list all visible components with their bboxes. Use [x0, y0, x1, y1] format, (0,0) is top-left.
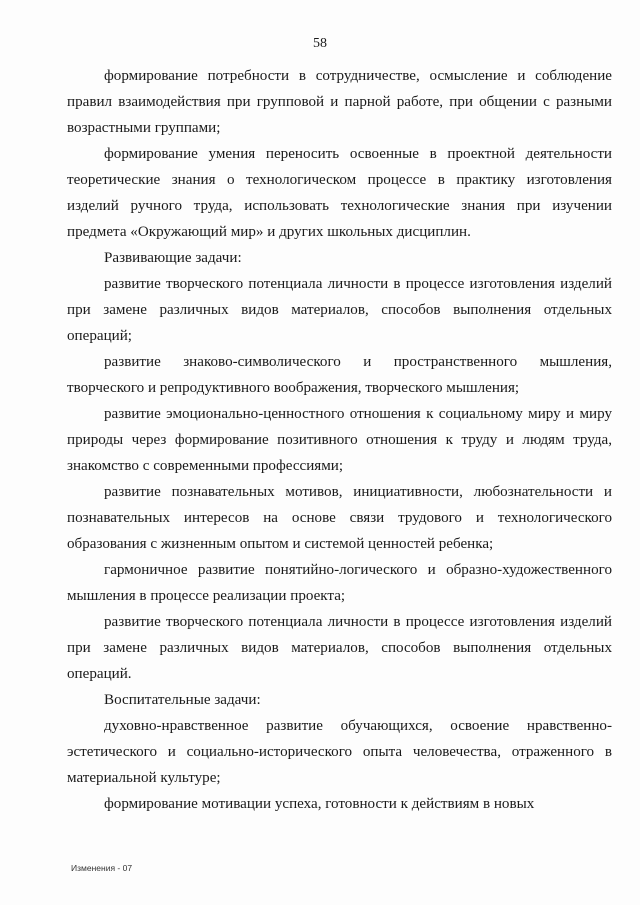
paragraph-success-motivation: формирование мотивации успеха, готовности к действиям в новых — [104, 796, 535, 812]
paragraph-harmonic-development: гармоничное развитие понятийно-логического и образно-художественного мышления в процессе реализации проекта; — [67, 562, 612, 604]
paragraph-spiritual-moral: духовно-нравственное развитие обучающихся, освоение нравственно-эстетического и социально-исторического опыта человечества, отраженного в материальной культуре; — [67, 718, 612, 786]
paragraph-symbolic-thinking: развитие знаково-символического и пространственного мышления, творческого и репродуктивного воображения, творческого мышления; — [67, 354, 612, 396]
paragraph-cooperation: формирование потребности в сотрудничестве, осмысление и соблюдение правил взаимодействия при групповой и парной работе, при общении с разными возрастными группами; — [67, 68, 612, 136]
paragraph-knowledge-transfer: формирование умения переносить освоенные в проектной деятельности теоретические знания о технологическом процессе в практику изготовления изделий ручного труда, использовать технологические знания при изучении предмета «Окружающий мир» и других школьных дисциплин. — [67, 146, 612, 240]
revision-note: Изменения - 07 — [71, 863, 133, 873]
paragraph-emotional-values: развитие эмоционально-ценностного отношения к социальному миру и миру природы через формирование позитивного отношения к труду и людям труда, знакомство с современными профессиями; — [67, 406, 612, 474]
page-number: 58 — [313, 36, 327, 51]
page-body — [67, 63, 612, 817]
heading-developmental-tasks: Развивающие задачи: — [104, 250, 242, 266]
heading-educational-tasks: Воспитательные задачи: — [104, 692, 261, 708]
paragraph-cognitive-motives: развитие познавательных мотивов, инициативности, любознательности и познавательных интересов на основе связи трудового и технологического образования с жизненным опытом и системой ценностей ребенка; — [67, 484, 612, 552]
paragraph-creative-potential-2: развитие творческого потенциала личности в процессе изготовления изделий при замене различных видов материалов, способов выполнения отдельных операций. — [67, 614, 612, 682]
paragraph-creative-potential: развитие творческого потенциала личности в процессе изготовления изделий при замене различных видов материалов, способов выполнения отдельных операций; — [67, 276, 612, 344]
